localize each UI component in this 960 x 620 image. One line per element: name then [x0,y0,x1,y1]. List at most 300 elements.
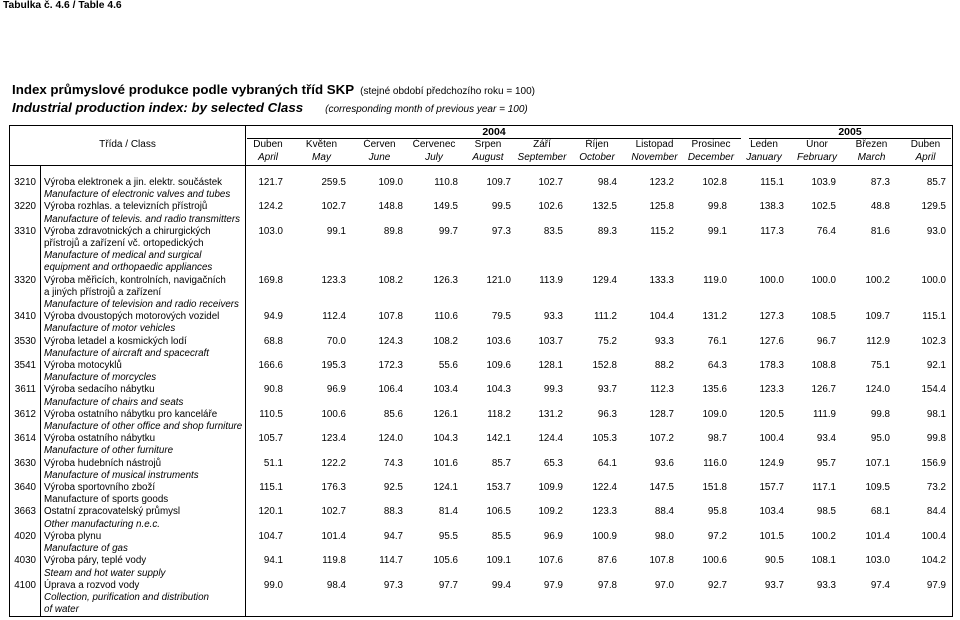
index-value: 81.4 [438,506,458,518]
index-value: 100.0 [921,274,946,286]
class-name-czech: Úprava a rozvod vody [44,579,140,591]
class-description [40,458,245,482]
index-value: 195.3 [321,360,346,372]
table-row [10,336,952,360]
month-column-header [352,139,407,164]
index-value: 105.6 [433,555,458,567]
class-code: 4030 [14,555,36,567]
month-column-header [790,139,844,164]
index-value: 93.3 [816,579,836,591]
title-english-main: Industrial production index: by selected Class [12,100,304,115]
month-label-english: April [257,151,278,163]
index-value: 100.4 [759,433,784,445]
index-value: 75.1 [870,360,890,372]
month-label-czech: Září [533,139,551,150]
index-value: 109.5 [865,482,890,494]
index-value: 152.8 [592,360,617,372]
index-value: 120.5 [759,408,784,420]
table-row [10,506,952,530]
class-name-english: Manufacture of electronic valves and tubes [44,189,231,201]
index-value: 103.0 [258,225,283,237]
index-value: 95.8 [707,506,727,518]
class-name-english: Other manufacturing n.e.c. [44,518,160,530]
class-name-english: of water [44,604,79,616]
table-row [10,531,952,555]
index-value: 51.1 [263,457,283,469]
index-value: 133.3 [649,274,674,286]
table-row [10,201,952,225]
index-value: 100.4 [921,530,946,542]
index-value: 96.3 [597,408,617,420]
index-value: 108.1 [811,555,836,567]
class-name-czech: Výroba elektronek a jin. elektr. součástek [44,177,223,188]
class-name-english: Collection, purification and distribution [44,591,210,603]
index-value: 115.1 [760,177,784,188]
class-name-english: Manufacture of other office and shop furniture [44,421,243,433]
class-description [40,177,245,201]
index-value: 110.8 [434,177,458,188]
table-row [10,409,952,433]
class-description [40,580,245,617]
month-label-czech: Únor [806,139,828,150]
index-value: 129.4 [592,274,617,286]
class-name-czech: Výroba ostatního nábytku [44,433,156,445]
index-value: 101.6 [433,457,458,469]
index-value: 97.7 [438,579,458,591]
class-description [40,555,245,579]
month-label-english: April [915,151,936,163]
index-value: 104.7 [258,530,283,542]
month-column-header [899,139,952,164]
index-value: 99.5 [491,201,511,213]
index-value: 97.4 [870,579,890,591]
month-label-english: October [579,151,615,163]
table-row [10,384,952,408]
class-name-czech: přístrojů a zařízení vč. ortopedických [44,238,204,250]
index-value: 103.7 [538,335,563,347]
index-value: 151.8 [702,482,727,494]
class-description [40,531,245,555]
index-value: 124.1 [433,482,458,494]
class-description [40,201,245,225]
index-value: 103.6 [486,335,511,347]
index-value: 98.1 [926,408,946,420]
index-value: 95.5 [438,530,458,542]
index-value: 110.5 [259,408,283,420]
index-value: 128.1 [538,360,563,372]
class-name-english: Manufacture of televis. and radio transmitters [44,213,241,225]
index-value: 102.7 [321,201,346,213]
index-value: 103.9 [811,177,836,188]
class-name-czech: Výroba dvoustopých motorových vozidel [44,311,220,323]
index-value: 68.8 [263,335,283,347]
month-label-czech: Duben [910,139,941,150]
index-value: 108.2 [378,274,403,286]
month-column-header [515,139,569,164]
index-value: 94.1 [263,555,283,567]
class-name-english: Manufacture of sports goods [44,494,169,506]
index-value: 97.3 [383,579,403,591]
year-header: 2005 [749,126,951,139]
index-value: 107.6 [538,555,563,567]
index-value: 109.6 [486,360,511,372]
title-czech-main: Index průmyslové produkce podle vybraných tříd SKP [12,82,355,97]
index-value: 119.0 [703,274,727,286]
class-name-english: Manufacture of medical and surgical [44,250,202,262]
index-value: 85.5 [491,530,511,542]
class-name-english: Manufacture of other furniture [44,445,174,457]
index-value: 109.7 [486,177,511,188]
class-description [40,336,245,360]
index-value: 100.2 [865,274,890,286]
month-label-czech: Květen [305,139,338,150]
class-name-english: Manufacture of motor vehicles [44,323,176,335]
class-code: 3611 [14,384,36,396]
class-description [40,482,245,506]
index-value: 176.3 [321,482,346,494]
index-value: 123.3 [321,274,346,286]
index-value: 108.2 [433,335,458,347]
index-value: 123.3 [592,506,617,518]
month-column-header [291,139,352,164]
index-value: 126.1 [433,408,458,420]
month-label-english: March [857,151,886,163]
index-value: 108.5 [811,311,836,323]
class-code: 3410 [14,311,36,323]
index-value: 96.9 [326,384,346,396]
index-value: 88.2 [654,360,674,372]
index-value: 112.9 [866,335,890,347]
index-value: 89.3 [597,225,617,237]
month-label-czech: Červenec [412,139,456,150]
index-value: 85.6 [383,408,403,420]
class-name-czech: Ostatní zpracovatelský průmysl [44,506,181,518]
class-code: 3210 [14,177,36,188]
index-value: 90.8 [263,384,283,396]
index-value: 100.6 [702,555,727,567]
index-value: 157.7 [759,482,784,494]
index-value: 117.3 [760,225,784,237]
index-value: 124.3 [378,335,403,347]
index-value: 109.7 [865,311,890,323]
index-value: 102.6 [538,201,563,213]
class-code: 3310 [14,225,36,237]
index-value: 107.8 [378,311,403,323]
index-value: 112.3 [650,384,674,396]
index-value: 102.3 [921,335,946,347]
class-description [40,226,245,275]
index-value: 107.8 [649,555,674,567]
index-value: 88.4 [654,506,674,518]
class-code: 3541 [14,360,36,372]
class-code: 3612 [14,408,36,420]
index-value: 138.3 [759,201,784,213]
index-value: 93.7 [597,384,617,396]
index-value: 111.2 [593,311,617,323]
index-value: 115.1 [259,482,283,494]
header-rule [10,165,952,166]
title-english-note: (corresponding month of previous year = 100) [325,104,528,115]
class-code: 3320 [14,274,36,286]
class-code: 3220 [14,201,36,213]
month-label-english: June [368,151,391,163]
index-value: 126.7 [811,384,836,396]
index-value: 154.4 [921,384,946,396]
index-value: 64.3 [707,360,727,372]
index-value: 117.1 [812,482,836,494]
month-column-header [738,139,790,164]
class-name-czech: Výroba letadel a kosmických lodí [44,335,187,347]
index-value: 109.0 [378,177,403,188]
index-value: 97.9 [543,579,563,591]
index-value: 99.0 [263,579,283,591]
index-value: 106.5 [486,506,511,518]
index-value: 147.5 [649,482,674,494]
index-value: 99.8 [870,408,890,420]
index-value: 100.0 [811,274,836,286]
month-column-header [684,139,738,164]
month-label-english: November [631,151,678,163]
index-value: 108.8 [811,360,836,372]
class-name-english: equipment and orthopaedic appliances [44,262,213,274]
index-value: 124.2 [258,201,283,213]
index-value: 120.1 [258,506,283,518]
class-name-english: Manufacture of television and radio receivers [44,299,239,311]
index-value: 107.2 [649,433,674,445]
index-value: 124.0 [865,384,890,396]
data-table [9,125,953,617]
class-name-english: Manufacture of morcycles [44,372,157,384]
class-name-czech: Výroba měřicích, kontrolních, navigačních [44,274,226,286]
index-value: 109.9 [538,482,563,494]
index-value: 113.9 [539,274,563,286]
index-value: 131.2 [538,408,563,420]
title-english [12,100,528,118]
class-name-czech: Výroba sedacího nábytku [44,384,155,396]
class-name-english: Steam and hot water supply [44,567,166,579]
month-label-english: December [687,151,735,163]
index-value: 83.5 [543,225,563,237]
index-value: 97.8 [597,579,617,591]
class-code: 3530 [14,335,36,347]
index-value: 98.0 [654,530,674,542]
index-value: 104.3 [486,384,511,396]
index-value: 109.1 [486,555,511,567]
class-code: 4100 [14,579,36,591]
class-description [40,409,245,433]
month-label-czech: Říjen [585,139,609,150]
index-value: 87.6 [597,555,617,567]
index-value: 156.9 [921,457,946,469]
index-value: 92.5 [383,482,403,494]
index-value: 96.9 [543,530,563,542]
index-value: 76.1 [707,335,727,347]
class-column-header: Třída / Class [99,139,156,150]
month-label-czech: Březen [855,139,888,150]
class-name-czech: a jiných přístrojů a zařízení [44,286,162,298]
index-value: 127.6 [759,335,784,347]
index-value: 102.7 [321,506,346,518]
class-code: 3663 [14,506,36,518]
index-value: 153.7 [486,482,511,494]
month-label-czech: Srpen [474,139,502,150]
index-value: 126.3 [433,274,458,286]
index-value: 122.4 [592,482,617,494]
month-label-english: August [472,151,504,163]
index-value: 178.3 [759,360,784,372]
month-column-header [245,139,291,164]
index-value: 99.1 [326,225,346,237]
index-value: 97.2 [707,530,727,542]
table-row [10,555,952,579]
index-value: 74.3 [383,457,403,469]
class-name-czech: Výroba zdravotnických a chirurgických [44,225,211,237]
index-value: 95.7 [816,457,836,469]
index-value: 106.4 [378,384,403,396]
index-value: 110.6 [434,311,458,323]
index-value: 103.4 [759,506,784,518]
table-row [10,177,952,201]
index-value: 99.3 [543,384,563,396]
index-value: 97.3 [491,225,511,237]
class-description [40,360,245,384]
index-value: 109.2 [538,506,563,518]
month-column-header [569,139,625,164]
index-value: 125.8 [649,201,674,213]
class-code: 3614 [14,433,36,445]
index-value: 148.8 [378,201,403,213]
index-value: 172.3 [378,360,403,372]
month-column-header [461,139,515,164]
index-value: 100.9 [592,530,617,542]
index-value: 166.6 [258,360,283,372]
index-value: 55.6 [438,360,458,372]
index-value: 68.1 [870,506,890,518]
index-value: 102.7 [538,177,563,188]
index-value: 93.4 [816,433,836,445]
class-description [40,275,245,312]
index-value: 118.2 [487,408,511,420]
class-description [40,311,245,335]
index-value: 115.1 [922,311,946,323]
index-value: 103.4 [433,384,458,396]
index-value: 98.5 [816,506,836,518]
index-value: 105.3 [592,433,617,445]
table-row [10,482,952,506]
index-value: 102.5 [811,201,836,213]
index-value: 93.7 [764,579,784,591]
index-value: 124.4 [538,433,563,445]
index-value: 129.5 [921,201,946,213]
class-name-czech: Výroba ostatního nábytku pro kanceláře [44,408,218,420]
month-column-header [407,139,461,164]
index-value: 84.4 [926,506,946,518]
class-name-czech: Výroba páry, teplé vody [44,555,147,567]
index-value: 87.3 [870,177,890,188]
class-code: 3630 [14,457,36,469]
month-label-czech: Listopad [635,139,674,150]
table-row [10,458,952,482]
index-value: 98.4 [326,579,346,591]
index-value: 123.3 [759,384,784,396]
index-value: 99.8 [926,433,946,445]
year-header: 2004 [247,126,741,139]
index-value: 104.3 [433,433,458,445]
index-value: 135.6 [702,384,727,396]
index-value: 100.2 [811,530,836,542]
index-value: 93.6 [654,457,674,469]
month-label-english: January [746,151,782,163]
index-value: 123.2 [649,177,674,188]
index-value: 98.7 [707,433,727,445]
index-value: 132.5 [592,201,617,213]
index-value: 81.6 [870,225,890,237]
index-value: 104.4 [649,311,674,323]
index-value: 102.8 [702,177,727,188]
index-value: 107.1 [865,457,890,469]
class-name-english: Manufacture of musical instruments [44,469,199,481]
title-czech [12,82,535,100]
index-value: 103.0 [865,555,890,567]
index-value: 100.6 [321,408,346,420]
class-name-english: Manufacture of aircraft and spacecraft [44,347,209,359]
index-value: 121.0 [486,274,511,286]
index-value: 116.0 [703,457,727,469]
month-label-czech: Prosinec [691,139,731,150]
table-row [10,311,952,335]
class-name-czech: Výroba sportovního zboží [44,482,156,494]
month-label-english: September [517,151,567,163]
index-value: 79.5 [491,311,511,323]
index-value: 89.8 [383,225,403,237]
index-value: 128.7 [649,408,674,420]
index-value: 98.4 [597,177,617,188]
index-value: 127.3 [759,311,784,323]
index-value: 101.4 [865,530,890,542]
index-value: 88.3 [383,506,403,518]
class-description [40,384,245,408]
index-value: 101.5 [759,530,784,542]
month-label-english: February [796,151,837,163]
index-value: 142.1 [486,433,511,445]
class-description [40,433,245,457]
class-code: 3640 [14,482,36,494]
table-row [10,275,952,312]
index-value: 122.2 [321,457,346,469]
class-name-czech: Výroba motocyklů [44,360,122,372]
table-row [10,360,952,384]
table-row [10,226,952,275]
index-value: 75.2 [597,335,617,347]
index-value: 94.9 [263,311,283,323]
index-value: 93.3 [543,311,563,323]
index-value: 94.7 [383,530,403,542]
table-body [10,177,952,616]
index-value: 149.5 [433,201,458,213]
index-value: 85.7 [491,457,511,469]
index-value: 96.7 [816,335,836,347]
index-value: 99.7 [438,225,458,237]
index-value: 104.2 [921,555,946,567]
index-value: 97.9 [926,579,946,591]
class-name-english: Manufacture of chairs and seats [44,396,184,408]
index-value: 90.5 [764,555,784,567]
table-row [10,580,952,617]
index-value: 99.8 [707,201,727,213]
month-header-row [245,139,952,164]
index-value: 124.0 [378,433,403,445]
index-value: 99.4 [491,579,511,591]
